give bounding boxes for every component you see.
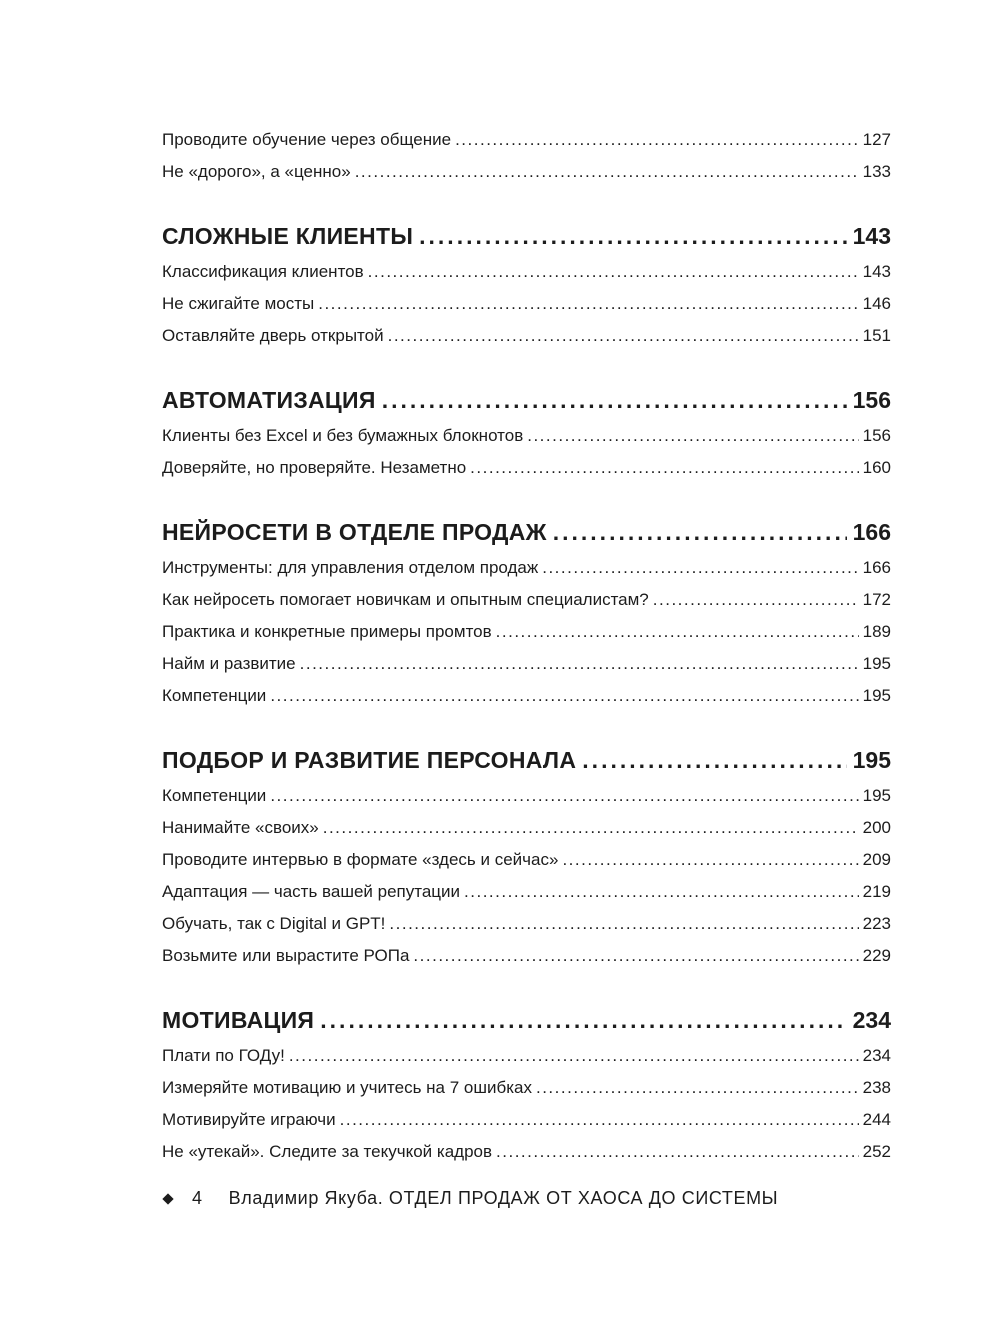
toc-entry-page: 151 [862, 326, 891, 345]
toc-entry-page: 160 [862, 458, 891, 477]
toc-entry-page: 238 [862, 1078, 891, 1097]
dot-leader [318, 288, 858, 320]
toc-entry-page: 189 [862, 622, 891, 641]
toc-entry-page: 143 [862, 262, 891, 281]
toc-entry-title: Обучать, так с Digital и GPT! [162, 914, 386, 933]
toc-entry-title: Клиенты без Excel и без бумажных блокнотов [162, 426, 524, 445]
toc-entry [162, 1040, 891, 1072]
toc-entry [162, 908, 891, 940]
toc-entry-title: Найм и развитие [162, 654, 296, 673]
dot-leader [320, 1002, 846, 1038]
toc-chapter-page: 156 [852, 387, 891, 413]
toc-entry [162, 1072, 891, 1104]
toc-entry-page: 195 [862, 786, 891, 805]
toc-entry [162, 876, 891, 908]
dot-leader [455, 124, 859, 156]
toc-chapter-title: СЛОЖНЫЕ КЛИЕНТЫ [162, 223, 414, 249]
dot-leader [382, 382, 847, 418]
toc-entry-title: Не сжигайте мосты [162, 294, 315, 313]
dot-leader [389, 908, 858, 940]
dot-leader [496, 1136, 859, 1168]
dot-leader [270, 680, 858, 712]
toc-entry-title: Проводите обучение через общение [162, 130, 452, 149]
footer-running-title: Владимир Якуба. ОТДЕЛ ПРОДАЖ ОТ ХАОСА ДО СИСТЕМЫ [228, 1188, 779, 1208]
toc-entry-title: Классификация клиентов [162, 262, 364, 281]
toc-entry-page: 156 [862, 426, 891, 445]
dot-leader [527, 420, 858, 452]
dot-leader [553, 514, 847, 550]
table-of-contents [162, 124, 891, 1168]
toc-entry [162, 648, 891, 680]
toc-entry-title: Возьмите или вырастите РОПа [162, 946, 410, 965]
dot-leader [582, 742, 846, 778]
toc-entry-title: Компетенции [162, 686, 267, 705]
toc-entry-title: Практика и конкретные примеры промтов [162, 622, 492, 641]
toc-entry-title: Компетенции [162, 786, 267, 805]
toc-entry-page: 234 [862, 1046, 891, 1065]
toc-chapter-title: АВТОМАТИЗАЦИЯ [162, 387, 376, 413]
toc-entry-title: Адаптация — часть вашей репутации [162, 882, 461, 901]
toc-entry [162, 124, 891, 156]
toc-entry-title: Инструменты: для управления отделом продаж [162, 558, 539, 577]
toc-entry [162, 584, 891, 616]
toc-entry-title: Проводите интервью в формате «здесь и сейчас» [162, 850, 559, 869]
dot-leader [368, 256, 859, 288]
toc-entry [162, 320, 891, 352]
dot-leader [470, 452, 858, 484]
toc-entry-page: 133 [862, 162, 891, 181]
toc-chapter-heading [162, 514, 891, 550]
toc-entry-title: Не «дорого», а «ценно» [162, 162, 351, 181]
toc-entry-page: 195 [862, 686, 891, 705]
dot-leader [562, 844, 858, 876]
dot-leader [419, 218, 846, 254]
toc-entry-title: Измеряйте мотивацию и учитесь на 7 ошибках [162, 1078, 532, 1097]
toc-chapter-heading [162, 218, 891, 254]
dot-leader [536, 1072, 859, 1104]
toc-entry [162, 256, 891, 288]
toc-entry [162, 616, 891, 648]
toc-chapter-page: 234 [852, 1007, 891, 1033]
toc-entry-title: Как нейросеть помогает новичкам и опытным специалистам? [162, 590, 649, 609]
toc-entry [162, 844, 891, 876]
toc-entry-title: Доверяйте, но проверяйте. Незаметно [162, 458, 467, 477]
dot-leader [388, 320, 859, 352]
toc-entry [162, 780, 891, 812]
toc-entry [162, 552, 891, 584]
toc-entry-page: 244 [862, 1110, 891, 1129]
toc-chapter-page: 195 [852, 747, 891, 773]
dot-leader [270, 780, 858, 812]
toc-entry-page: 195 [862, 654, 891, 673]
toc-entry [162, 680, 891, 712]
dot-leader [340, 1104, 859, 1136]
toc-entry-page: 200 [862, 818, 891, 837]
dot-leader [355, 156, 859, 188]
dot-leader [289, 1040, 859, 1072]
toc-chapter-page: 166 [852, 519, 891, 545]
dot-leader [300, 648, 859, 680]
toc-entry-page: 229 [862, 946, 891, 965]
toc-entry-page: 146 [862, 294, 891, 313]
dot-leader [413, 940, 858, 972]
dot-leader [653, 584, 859, 616]
dot-leader [464, 876, 859, 908]
toc-entry-page: 172 [862, 590, 891, 609]
toc-entry [162, 452, 891, 484]
footer-page-number: 4 [192, 1188, 203, 1208]
toc-entry [162, 288, 891, 320]
toc-entry [162, 420, 891, 452]
toc-chapter-heading [162, 1002, 891, 1038]
toc-entry-page: 209 [862, 850, 891, 869]
toc-chapter-heading [162, 742, 891, 778]
page-footer [164, 1188, 778, 1209]
toc-entry [162, 1136, 891, 1168]
toc-entry [162, 156, 891, 188]
toc-entry [162, 940, 891, 972]
toc-chapter-title: МОТИВАЦИЯ [162, 1007, 315, 1033]
toc-chapter-page: 143 [852, 223, 891, 249]
toc-chapter-title: ПОДБОР И РАЗВИТИЕ ПЕРСОНАЛА [162, 747, 577, 773]
toc-chapter-title: НЕЙРОСЕТИ В ОТДЕЛЕ ПРОДАЖ [162, 519, 547, 545]
toc-entry-title: Плати по ГОДу! [162, 1046, 285, 1065]
dot-leader [496, 616, 859, 648]
toc-entry [162, 812, 891, 844]
toc-entry [162, 1104, 891, 1136]
toc-entry-page: 223 [862, 914, 891, 933]
toc-entry-page: 166 [862, 558, 891, 577]
dot-leader [542, 552, 858, 584]
dot-leader [323, 812, 859, 844]
toc-entry-page: 127 [862, 130, 891, 149]
diamond-icon [162, 1193, 173, 1204]
toc-entry-title: Не «утекай». Следите за текучкой кадров [162, 1142, 493, 1161]
toc-entry-page: 219 [862, 882, 891, 901]
toc-chapter-heading [162, 382, 891, 418]
toc-entry-title: Нанимайте «своих» [162, 818, 319, 837]
toc-entry-title: Мотивируйте играючи [162, 1110, 336, 1129]
toc-entry-title: Оставляйте дверь открытой [162, 326, 384, 345]
toc-entry-page: 252 [862, 1142, 891, 1161]
